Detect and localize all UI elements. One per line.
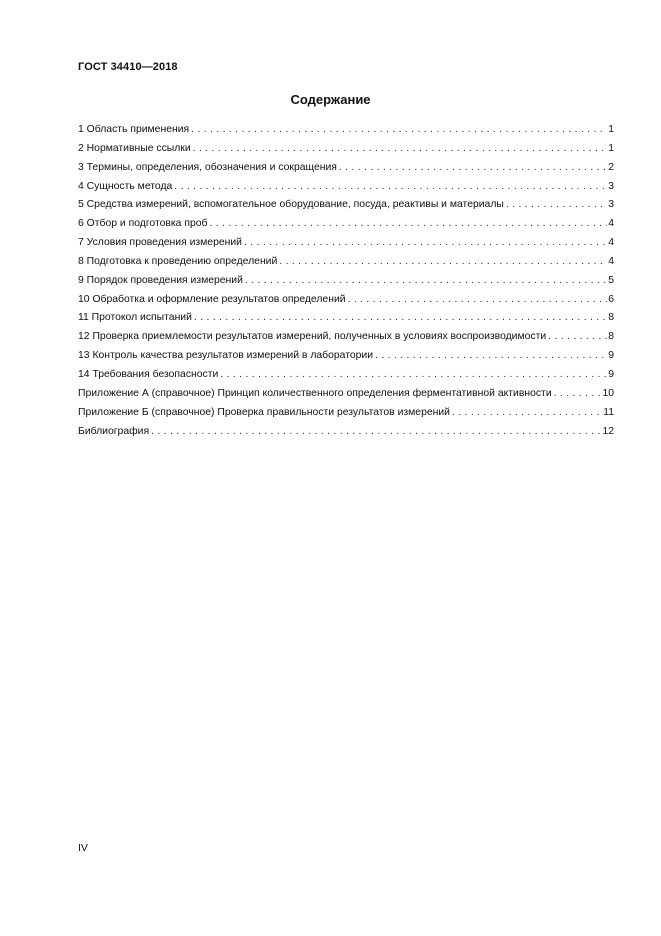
toc-entry-14[interactable] xyxy=(78,366,614,385)
toc-leader-dots xyxy=(220,366,607,385)
toc-entry-text: 2 Нормативные ссылки xyxy=(78,142,191,154)
toc-leader-dots xyxy=(151,423,601,442)
toc-entry-text: 13 Контроль качества результатов измерений в лаборатории xyxy=(78,350,374,362)
toc-leader-dots xyxy=(506,196,607,215)
toc-entry-text: 8 Подготовка к проведению определений xyxy=(78,255,278,267)
toc-leader-dots xyxy=(452,404,602,423)
toc-entry-text: Приложение А (справочное) Принцип количественного определения ферментативной активности xyxy=(78,387,552,399)
toc-entry-1[interactable] xyxy=(78,121,614,140)
toc-leader-dots xyxy=(194,309,607,328)
toc-entry-page: 5 xyxy=(608,274,614,286)
toc-leader-dots xyxy=(191,121,607,140)
toc-entry-page: 9 xyxy=(608,368,614,380)
toc-entry-page: 10 xyxy=(602,387,614,399)
toc-entry-text: 5 Средства измерений, вспомогательное оборудование, посуда, реактивы и материалы xyxy=(78,199,504,211)
toc-entry-page: 9 xyxy=(608,350,614,362)
toc-list xyxy=(78,121,614,441)
toc-entry-page: 1 xyxy=(608,142,614,154)
document-header-standard-code: ГОСТ 34410—2018 xyxy=(78,61,178,73)
toc-entry-2[interactable] xyxy=(78,140,614,159)
toc-leader-dots xyxy=(209,215,607,234)
toc-entry-text: 6 Отбор и подготовка проб xyxy=(78,218,208,230)
toc-leader-dots xyxy=(193,140,608,159)
toc-entry-appendix-a[interactable] xyxy=(78,385,614,404)
toc-entry-text: 1 Область применения xyxy=(78,124,190,135)
toc-leader-dots xyxy=(174,178,607,197)
toc-entry-4[interactable] xyxy=(78,178,614,197)
toc-entry-appendix-b[interactable] xyxy=(78,404,614,423)
toc-leader-dots xyxy=(348,291,608,310)
toc-entry-10[interactable] xyxy=(78,291,614,310)
toc-leader-dots xyxy=(339,159,607,178)
toc-leader-dots xyxy=(245,272,607,291)
toc-entry-text: Приложение Б (справочное) Проверка правильности результатов измерений xyxy=(78,406,450,418)
toc-entry-text: 7 Условия проведения измерений xyxy=(78,237,242,249)
toc-entry-3[interactable] xyxy=(78,159,614,178)
toc-entry-text: 12 Проверка приемлемости результатов измерений, полученных в условиях воспроизводимости xyxy=(78,331,547,343)
toc-entry-page: 4 xyxy=(608,218,614,230)
toc-entry-page: 8 xyxy=(608,312,614,324)
toc-entry-page: 2 xyxy=(608,161,614,173)
toc-entry-13[interactable] xyxy=(78,347,614,366)
toc-entry-text: 11 Протокол испытаний xyxy=(78,312,192,324)
toc-leader-dots xyxy=(375,347,607,366)
toc-entry-page: 6 xyxy=(608,293,614,305)
toc-entry-text: 3 Термины, определения, обозначения и сокращения xyxy=(78,161,337,173)
toc-entry-page: 8 xyxy=(608,331,614,343)
toc-entry-12[interactable] xyxy=(78,328,614,347)
toc-entry-bibliography[interactable] xyxy=(78,423,614,442)
toc-entry-5[interactable] xyxy=(78,196,614,215)
toc-entry-text: 14 Требования безопасности xyxy=(78,368,219,380)
toc-entry-page: 12 xyxy=(602,425,614,437)
toc-entry-text: 9 Порядок проведения измерений xyxy=(78,274,243,286)
toc-entry-8[interactable] xyxy=(78,253,614,272)
toc-entry-page: 3 xyxy=(608,180,614,192)
toc-title: Содержание xyxy=(290,92,371,107)
toc-leader-dots xyxy=(279,253,607,272)
toc-entry-7[interactable] xyxy=(78,234,614,253)
toc-entry-11[interactable] xyxy=(78,309,614,328)
toc-entry-page: 4 xyxy=(608,237,614,249)
toc-entry-6[interactable] xyxy=(78,215,614,234)
toc-entry-9[interactable] xyxy=(78,272,614,291)
toc-entry-text: 10 Обработка и оформление результатов определений xyxy=(78,293,346,305)
toc-entry-text: Библиография xyxy=(78,425,150,437)
page-number: IV xyxy=(78,842,88,854)
toc-leader-dots xyxy=(244,234,607,253)
toc-leader-dots xyxy=(548,328,607,347)
toc-entry-page: 11 xyxy=(603,406,614,418)
toc-leader-dots xyxy=(554,385,602,404)
toc-entry-text: 4 Сущность метода xyxy=(78,180,173,192)
toc-entry-page: 3 xyxy=(608,199,614,211)
toc-entry-page: 1 xyxy=(608,124,614,135)
toc-entry-page: 4 xyxy=(608,255,614,267)
